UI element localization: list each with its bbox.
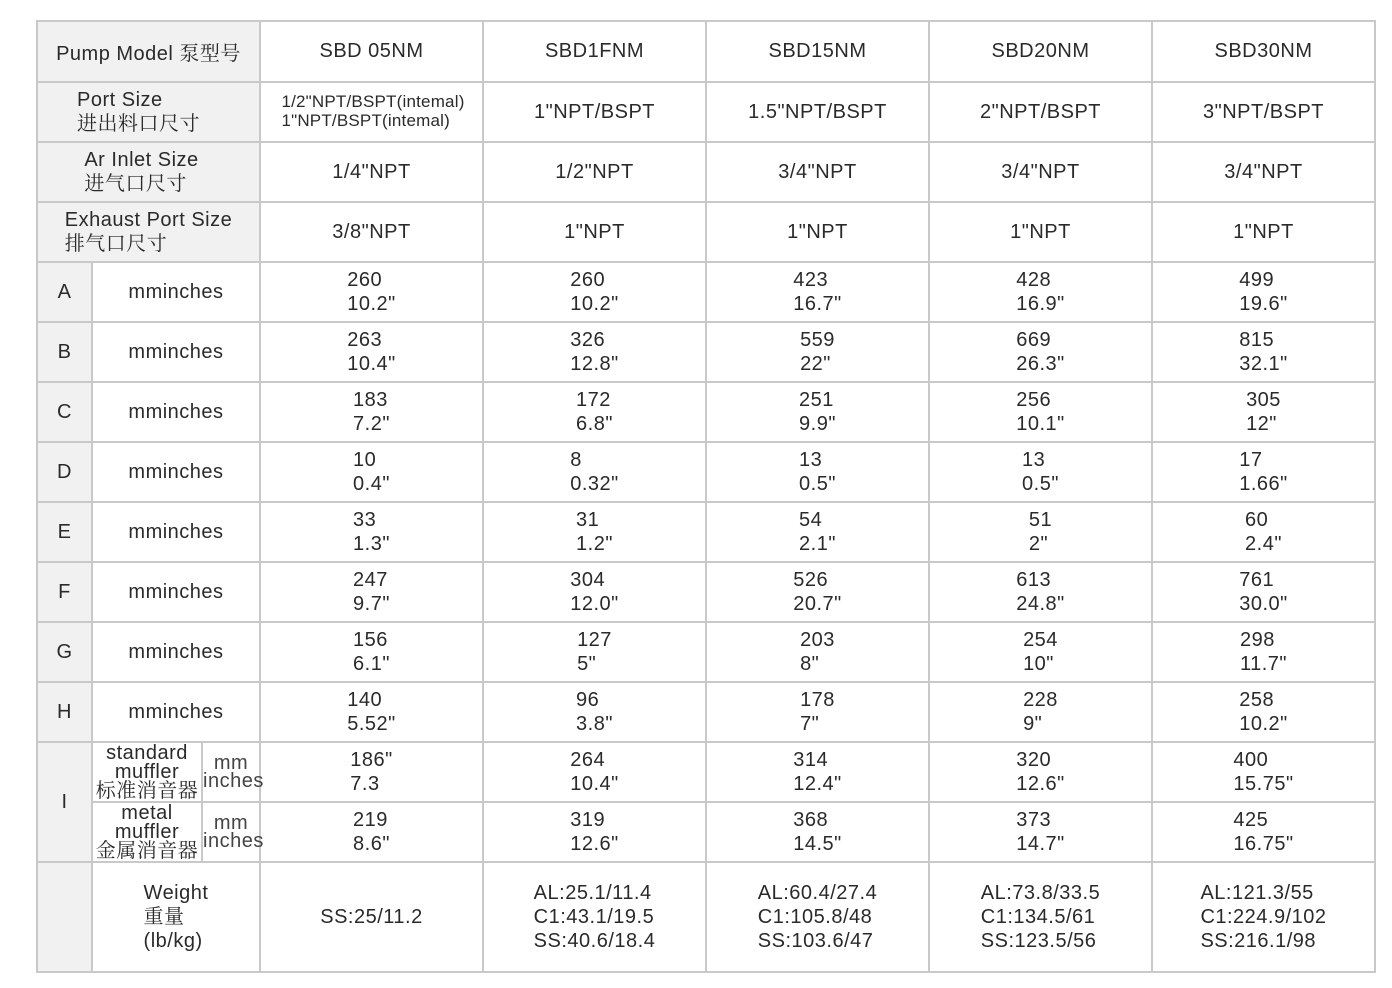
dim-value — [483, 622, 706, 682]
weight-spacer — [37, 862, 92, 972]
dim-value-inch: 6.1" — [353, 653, 390, 675]
dim-value: 186" 7.3 — [260, 742, 483, 802]
unit-text: inches — [203, 830, 264, 852]
dim-value — [929, 622, 1152, 682]
dim-value-mm: 127 — [577, 629, 612, 651]
dim-value-inch: 32.1" — [1239, 353, 1288, 375]
exhaust-row — [37, 202, 1375, 262]
dim-value — [929, 502, 1152, 562]
dim-value-mm: 183 — [353, 389, 388, 411]
dim-value-inch: 12.0" — [570, 593, 619, 615]
dim-letter: H — [37, 682, 92, 742]
dimension-row — [37, 442, 1375, 502]
dim-letter: B — [37, 322, 92, 382]
dim-value-inch: 10.1" — [1016, 413, 1065, 435]
dim-value — [929, 442, 1152, 502]
dim-value — [483, 682, 706, 742]
dim-value-mm: 260 — [347, 269, 383, 291]
air-inlet-label — [37, 142, 260, 202]
dim-value-mm: 815 — [1239, 329, 1275, 351]
muffler-type-text: muffler — [114, 760, 180, 783]
dimension-row — [37, 262, 1375, 322]
muffler-type-text: metal — [121, 801, 173, 824]
dimension-row — [37, 562, 1375, 622]
exhaust-value: 3/8"NPT — [260, 202, 483, 262]
dim-letter: E — [37, 502, 92, 562]
air-inlet-value: 3/4"NPT — [706, 142, 929, 202]
dimension-row — [37, 382, 1375, 442]
muffler-type-label — [92, 742, 202, 802]
port-size-value: 2"NPT/BSPT — [929, 82, 1152, 142]
dim-value-mm: 613 — [1016, 569, 1052, 591]
dim-value — [260, 322, 483, 382]
dim-value — [483, 442, 706, 502]
dim-value: 425 16.75" — [1152, 802, 1375, 862]
model-header: SBD15NM — [706, 21, 929, 82]
dim-value: 368 14.5" — [706, 802, 929, 862]
dim-value — [1152, 682, 1375, 742]
dim-value-mm: 428 — [1016, 269, 1052, 291]
port-size-label — [37, 82, 260, 142]
dim-value-mm: 51 — [1028, 509, 1053, 531]
unit-label — [202, 742, 264, 802]
dim-value-inch: 19.6" — [1239, 293, 1288, 315]
dim-value-inch: 6.8" — [576, 413, 613, 435]
exhaust-value: 1"NPT — [483, 202, 706, 262]
dim-value-mm: 761 — [1239, 569, 1275, 591]
dim-i-row-metal — [37, 802, 1375, 862]
dim-value — [706, 262, 929, 322]
dim-unit: mminches — [92, 382, 260, 442]
dim-value-mm: 559 — [800, 329, 835, 351]
dim-value-inch: 8" — [800, 653, 820, 675]
dim-value-mm: 298 — [1239, 629, 1275, 651]
dim-value-inch: 7.2" — [353, 413, 390, 435]
dim-value — [706, 322, 929, 382]
dim-value-mm: 172 — [576, 389, 611, 411]
dim-value-inch: 22" — [800, 353, 831, 375]
dim-value-mm: 10 — [353, 449, 377, 471]
dim-unit: mminches — [92, 262, 260, 322]
port-size-value: 1"NPT/BSPT — [483, 82, 706, 142]
dim-value — [929, 382, 1152, 442]
port-size-value: 1.5"NPT/BSPT — [706, 82, 929, 142]
muffler-type-text: 标准消音器 — [95, 779, 199, 802]
air-inlet-value: 1/4"NPT — [260, 142, 483, 202]
unit-text: mm — [213, 752, 249, 774]
air-inlet-label-en: Ar Inlet Size — [84, 149, 199, 171]
dim-value — [483, 502, 706, 562]
dim-value-inch: 9.7" — [353, 593, 390, 615]
dim-value-mm: 203 — [800, 629, 835, 651]
dim-value — [260, 682, 483, 742]
weight-value: AL:73.8/33.5 C1:134.5/61 SS:123.5/56 — [929, 862, 1152, 972]
dim-value-mm: 304 — [570, 569, 606, 591]
dim-value-inch: 16.9" — [1016, 293, 1065, 315]
weight-label-text: (lb/kg) — [143, 930, 203, 952]
dim-value — [1152, 502, 1375, 562]
dim-letter: G — [37, 622, 92, 682]
dim-value-mm: 247 — [353, 569, 388, 591]
port-size-value: 1/2"NPT/BSPT(intemal) — [281, 92, 465, 111]
weight-value: AL:25.1/11.4 C1:43.1/19.5 SS:40.6/18.4 — [483, 862, 706, 972]
port-size-value: 1"NPT/BSPT(intemal) — [281, 111, 450, 130]
muffler-type-text: standard — [106, 741, 188, 764]
dim-unit: mminches — [92, 682, 260, 742]
dim-value — [1152, 562, 1375, 622]
dim-value-inch: 10.2" — [1239, 713, 1288, 735]
dim-value-mm: 8 — [570, 449, 582, 471]
dim-value-mm: 263 — [347, 329, 383, 351]
dimension-row — [37, 622, 1375, 682]
dim-value — [1152, 262, 1375, 322]
dim-value — [929, 262, 1152, 322]
dim-value-mm: 305 — [1246, 389, 1281, 411]
exhaust-label-en: Exhaust Port Size — [64, 209, 233, 231]
air-inlet-value: 3/4"NPT — [929, 142, 1152, 202]
unit-text: inches — [203, 770, 264, 792]
dim-value-mm: 254 — [1023, 629, 1058, 651]
dim-value-inch: 30.0" — [1239, 593, 1288, 615]
dim-value-mm: 423 — [793, 269, 829, 291]
dim-value-inch: 9.9" — [799, 413, 836, 435]
air-inlet-value: 3/4"NPT — [1152, 142, 1375, 202]
dim-value: 320 12.6" — [929, 742, 1152, 802]
dim-value-inch: 3.8" — [576, 713, 613, 735]
dim-value — [1152, 382, 1375, 442]
exhaust-value: 1"NPT — [929, 202, 1152, 262]
dim-value-inch: 1.66" — [1239, 473, 1288, 495]
weight-label-text: Weight — [143, 882, 209, 904]
dim-value-mm: 54 — [799, 509, 823, 531]
weight-value: SS:25/11.2 — [260, 862, 483, 972]
port-size-label-cn: 进出料口尺寸 — [77, 113, 200, 135]
dim-value — [260, 562, 483, 622]
dim-value-inch: 11.7" — [1239, 653, 1288, 675]
dim-value-inch: 10.4" — [347, 353, 396, 375]
dim-value-mm: 17 — [1239, 449, 1263, 471]
dimension-row — [37, 502, 1375, 562]
model-header: SBD 05NM — [260, 21, 483, 82]
dim-value — [260, 382, 483, 442]
dim-i-row-standard — [37, 742, 1375, 802]
dim-value: 219 8.6" — [260, 802, 483, 862]
dim-value — [260, 262, 483, 322]
port-size-cell — [260, 82, 483, 142]
dim-value: 373 14.7" — [929, 802, 1152, 862]
dim-value-mm: 258 — [1239, 689, 1275, 711]
dim-value — [706, 442, 929, 502]
dim-value-inch: 12.8" — [570, 353, 619, 375]
dim-value-inch: 5.52" — [347, 713, 396, 735]
exhaust-value: 1"NPT — [706, 202, 929, 262]
dim-value-inch: 0.5" — [1022, 473, 1059, 495]
dim-value-inch: 26.3" — [1016, 353, 1065, 375]
dim-value — [260, 502, 483, 562]
dim-value — [706, 682, 929, 742]
dim-value-inch: 5" — [577, 653, 597, 675]
dim-value-mm: 31 — [576, 509, 600, 531]
model-header: SBD1FNM — [483, 21, 706, 82]
dim-value-mm: 96 — [576, 689, 600, 711]
dim-value-inch: 9" — [1023, 713, 1043, 735]
dim-value — [706, 562, 929, 622]
dim-letter: I — [37, 742, 92, 862]
dim-value-inch: 20.7" — [793, 593, 842, 615]
dim-value-mm: 256 — [1016, 389, 1052, 411]
dim-value-mm: 669 — [1016, 329, 1052, 351]
dim-value-inch: 1.3" — [353, 533, 390, 555]
dim-value-mm: 228 — [1023, 689, 1058, 711]
air-inlet-value: 1/2"NPT — [483, 142, 706, 202]
dim-value: 314 12.4" — [706, 742, 929, 802]
dim-value: 264 10.4" — [483, 742, 706, 802]
air-inlet-row — [37, 142, 1375, 202]
dim-value-mm: 260 — [570, 269, 606, 291]
weight-label — [92, 862, 260, 972]
dim-value-inch: 0.5" — [799, 473, 836, 495]
dim-value-mm: 140 — [347, 689, 383, 711]
dim-value-inch: 10.2" — [570, 293, 619, 315]
dim-value — [483, 562, 706, 622]
exhaust-label — [37, 202, 260, 262]
dim-value — [706, 382, 929, 442]
dim-unit: mminches — [92, 622, 260, 682]
dim-value — [1152, 622, 1375, 682]
dim-value — [929, 562, 1152, 622]
exhaust-label-cn: 排气口尺寸 — [64, 233, 168, 255]
pump-model-label: Pump Model 泵型号 — [37, 21, 260, 82]
dimension-row — [37, 682, 1375, 742]
dim-unit: mminches — [92, 322, 260, 382]
port-size-row — [37, 82, 1375, 142]
weight-value: AL:121.3/55 C1:224.9/102 SS:216.1/98 — [1152, 862, 1375, 972]
weight-value: AL:60.4/27.4 C1:105.8/48 SS:103.6/47 — [706, 862, 929, 972]
dim-unit: mminches — [92, 442, 260, 502]
weight-label-text: 重量 — [143, 906, 185, 928]
exhaust-value: 1"NPT — [1152, 202, 1375, 262]
dim-value — [1152, 442, 1375, 502]
dim-value — [706, 502, 929, 562]
dim-value-mm: 499 — [1239, 269, 1275, 291]
dim-value-inch: 2.4" — [1245, 533, 1282, 555]
model-header: SBD20NM — [929, 21, 1152, 82]
dim-value — [483, 262, 706, 322]
dim-unit: mminches — [92, 562, 260, 622]
model-header: SBD30NM — [1152, 21, 1375, 82]
dim-value-mm: 251 — [799, 389, 834, 411]
dim-value-mm: 156 — [353, 629, 388, 651]
air-inlet-label-cn: 进气口尺寸 — [84, 173, 187, 195]
dim-value: 319 12.6" — [483, 802, 706, 862]
pump-spec-table — [36, 20, 1376, 973]
dim-value-inch: 16.7" — [793, 293, 842, 315]
dim-value-inch: 24.8" — [1016, 593, 1065, 615]
dim-value — [706, 622, 929, 682]
dim-letter: F — [37, 562, 92, 622]
dimension-row — [37, 322, 1375, 382]
dim-value-inch: 2" — [1028, 533, 1049, 555]
port-size-label-en: Port Size — [77, 89, 163, 111]
dim-letter: C — [37, 382, 92, 442]
dim-value — [929, 682, 1152, 742]
dim-value-mm: 33 — [353, 509, 377, 531]
dim-value-mm: 13 — [799, 449, 823, 471]
dim-value-inch: 10" — [1023, 653, 1054, 675]
dim-value-mm: 60 — [1245, 509, 1269, 531]
dim-value — [1152, 322, 1375, 382]
dim-value-inch: 12" — [1246, 413, 1277, 435]
dim-unit: mminches — [92, 502, 260, 562]
dim-value-inch: 10.2" — [347, 293, 396, 315]
dim-letter: A — [37, 262, 92, 322]
dim-value-mm: 326 — [570, 329, 606, 351]
dim-value-inch: 2.1" — [799, 533, 836, 555]
muffler-type-label — [92, 802, 202, 862]
dim-value-mm: 13 — [1022, 449, 1046, 471]
dim-value-inch: 7" — [800, 713, 820, 735]
dimension-rows — [37, 262, 1375, 742]
dim-value — [483, 322, 706, 382]
dim-value-mm: 178 — [800, 689, 835, 711]
unit-label — [202, 802, 264, 862]
dim-value-mm: 526 — [793, 569, 829, 591]
dim-letter: D — [37, 442, 92, 502]
muffler-type-text: muffler — [114, 820, 180, 843]
weight-row — [37, 862, 1375, 972]
dim-value — [929, 322, 1152, 382]
dim-value — [260, 622, 483, 682]
dim-value-inch: 0.32" — [570, 473, 619, 495]
dim-value-inch: 1.2" — [576, 533, 613, 555]
header-row — [37, 21, 1375, 82]
dim-value-inch: 0.4" — [353, 473, 390, 495]
dim-value: 400 15.75" — [1152, 742, 1375, 802]
dim-value — [260, 442, 483, 502]
dim-value — [483, 382, 706, 442]
port-size-value: 3"NPT/BSPT — [1152, 82, 1375, 142]
unit-text: mm — [213, 812, 249, 834]
muffler-type-text: 金属消音器 — [95, 839, 199, 862]
